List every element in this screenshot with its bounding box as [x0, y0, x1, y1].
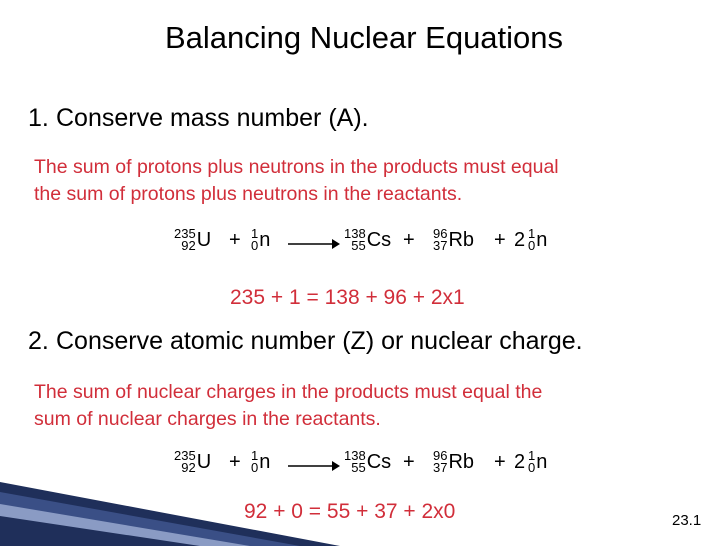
mass-number: 138: [344, 448, 366, 463]
mass-number: 1: [251, 448, 259, 463]
atomic-number: 92: [181, 238, 196, 253]
element-symbol: Cs: [366, 451, 392, 473]
plus-sign: +: [403, 451, 415, 473]
element-symbol: Rb: [448, 229, 475, 251]
nuclear-equation-2: [0, 450, 728, 486]
description-line: The sum of nuclear charges in the products must equal the: [34, 381, 543, 403]
atomic-number: 0: [251, 460, 259, 475]
rubidium-nuclide: [433, 228, 474, 252]
atomic-number: 92: [181, 460, 196, 475]
mass-number: 235: [174, 448, 196, 463]
section-2-description: [34, 379, 542, 433]
description-line: sum of nuclear charges in the reactants.: [34, 408, 381, 430]
element-symbol: n: [259, 451, 271, 473]
element-symbol: n: [259, 229, 271, 251]
neutron-nuclide: [251, 450, 270, 474]
cesium-nuclide: [344, 450, 391, 474]
atomic-number: 55: [351, 238, 366, 253]
plus-sign: +: [494, 229, 506, 251]
atomic-number: 37: [433, 460, 448, 475]
mass-number: 138: [344, 226, 366, 241]
decorative-swoosh: [0, 482, 340, 546]
neutron-nuclide: [251, 228, 270, 252]
element-symbol: U: [196, 451, 212, 473]
section-1-sum: 235 + 1 = 138 + 96 + 2x1: [230, 286, 465, 309]
cesium-nuclide: [344, 228, 391, 252]
atomic-number: 0: [528, 238, 536, 253]
atomic-number: 0: [251, 238, 259, 253]
plus-sign: +: [229, 451, 241, 473]
neutron-nuclide: [528, 228, 547, 252]
coefficient: 2: [514, 451, 526, 473]
neutron-nuclide: [528, 450, 547, 474]
nuclear-equation-1: [0, 228, 728, 264]
description-line: The sum of protons plus neutrons in the products must equal: [34, 156, 559, 178]
section-2-sum: 92 + 0 = 55 + 37 + 2x0: [244, 500, 456, 523]
mass-number: 96: [433, 226, 448, 241]
reaction-arrow-icon: [288, 459, 340, 473]
plus-sign: +: [403, 229, 415, 251]
mass-number: 1: [528, 448, 536, 463]
slide-number: 23.1: [672, 512, 702, 529]
section-1-heading: [28, 104, 369, 133]
section-2-heading-text: Conserve atomic number (Z) or nuclear charge.: [56, 327, 583, 355]
description-line: the sum of protons plus neutrons in the reactants.: [34, 183, 463, 205]
section-2-heading: [28, 327, 583, 356]
slide-title: Balancing Nuclear Equations: [164, 20, 564, 55]
section-1-heading-text: Conserve mass number (A).: [56, 104, 369, 132]
uranium-nuclide: [174, 228, 211, 252]
section-1-number: 1.: [28, 104, 49, 132]
uranium-nuclide: [174, 450, 211, 474]
rubidium-nuclide: [433, 450, 474, 474]
mass-number: 96: [433, 448, 448, 463]
mass-number: 1: [251, 226, 259, 241]
reaction-arrow-icon: [288, 237, 340, 251]
atomic-number: 55: [351, 460, 366, 475]
mass-number: 235: [174, 226, 196, 241]
element-symbol: Rb: [448, 451, 475, 473]
element-symbol: Cs: [366, 229, 392, 251]
element-symbol: n: [536, 229, 548, 251]
element-symbol: U: [196, 229, 212, 251]
section-1-description: [34, 154, 559, 208]
coefficient: 2: [514, 229, 526, 251]
mass-number: 1: [528, 226, 536, 241]
atomic-number: 0: [528, 460, 536, 475]
plus-sign: +: [229, 229, 241, 251]
section-2-number: 2.: [28, 327, 49, 355]
element-symbol: n: [536, 451, 548, 473]
atomic-number: 37: [433, 238, 448, 253]
plus-sign: +: [494, 451, 506, 473]
